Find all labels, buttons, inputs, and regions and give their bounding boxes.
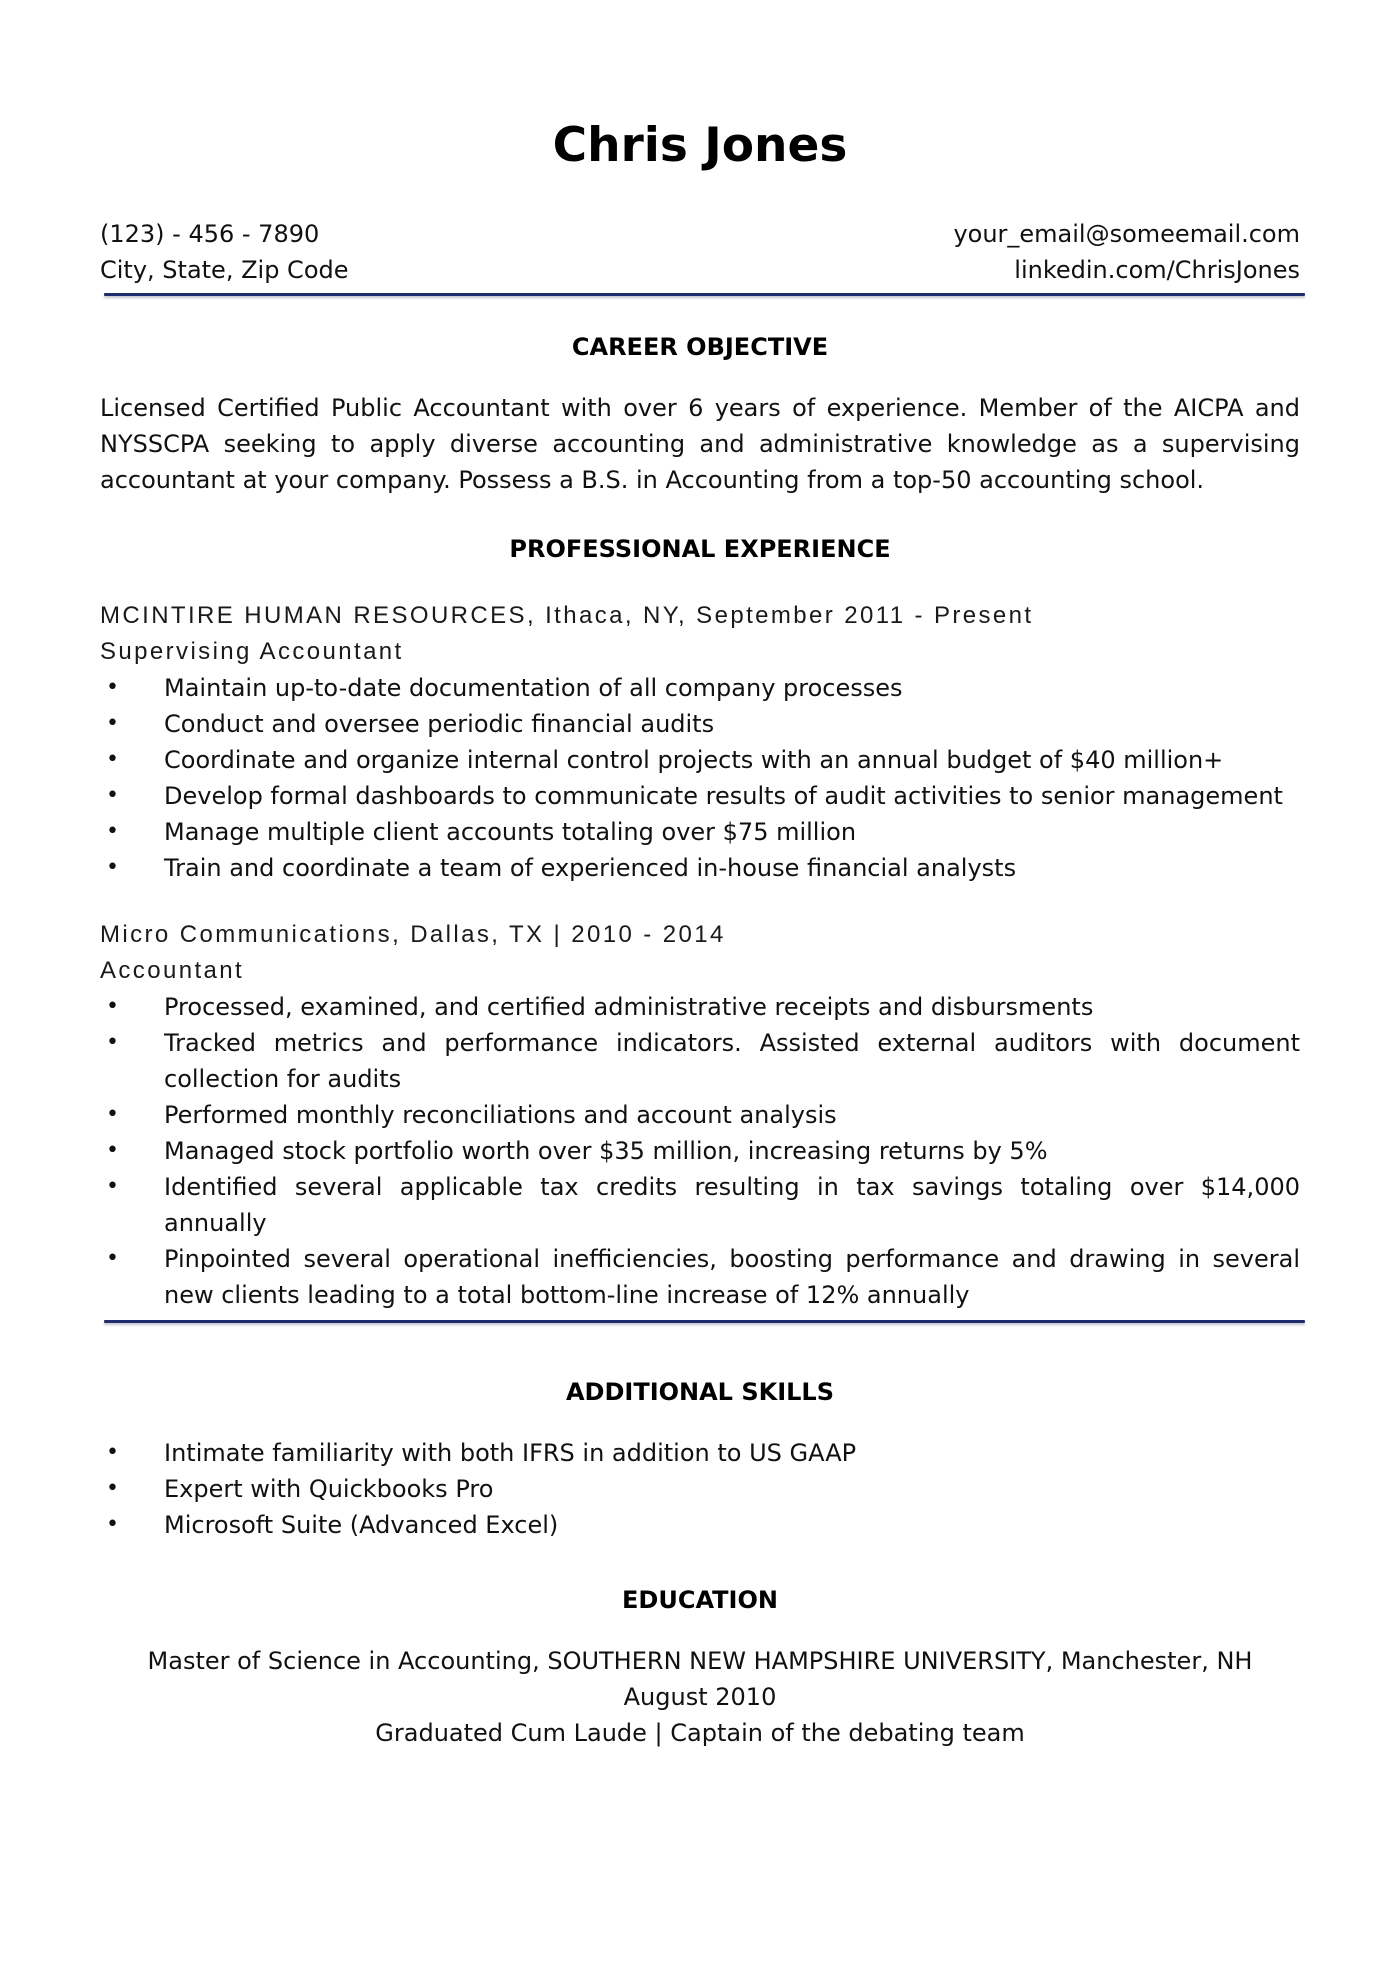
bullet-icon: •: [106, 1138, 119, 1163]
section-divider: [104, 1320, 1305, 1323]
list-item: [100, 742, 1300, 778]
bullet-text: Coordinate and organize internal control projects with an annual budget of $40 million+: [164, 746, 1224, 774]
list-item: [100, 1241, 1300, 1313]
contact-row-2: [100, 252, 1300, 288]
list-item: [100, 1471, 1300, 1507]
education-heading: EDUCATION: [622, 1586, 778, 1614]
bullet-text: Identified several applicable tax credits resulting in tax savings totaling over $14,000 annually: [164, 1173, 1300, 1237]
list-item: [100, 670, 1300, 706]
list-item: [100, 1133, 1300, 1169]
list-item: [100, 1097, 1300, 1133]
job-bullet-list: [100, 670, 1300, 886]
bullet-text: Manage multiple client accounts totaling over $75 million: [164, 818, 857, 846]
list-item: [100, 706, 1300, 742]
list-item: [100, 1169, 1300, 1241]
list-item: [100, 814, 1300, 850]
bullet-icon: •: [106, 711, 119, 736]
candidate-name: Chris Jones: [552, 118, 848, 173]
bullet-icon: •: [106, 675, 119, 700]
linkedin-url: linkedin.com/ChrisJones: [1014, 256, 1300, 284]
job-company-line: Micro Communications, Dallas, TX | 2010 - 2014: [100, 921, 726, 948]
skill-text: Intimate familiarity with both IFRS in addition to US GAAP: [164, 1439, 857, 1467]
skills-heading: ADDITIONAL SKILLS: [565, 1378, 835, 1406]
bullet-icon: •: [106, 747, 119, 772]
bullet-icon: •: [106, 1102, 119, 1127]
graduation-date: August 2010: [623, 1683, 777, 1711]
list-item: [100, 989, 1300, 1025]
bullet-text: Tracked metrics and performance indicators. Assisted external auditors with document collection for audits: [164, 1029, 1300, 1093]
phone-number: (123) - 456 - 7890: [100, 220, 320, 248]
bullet-icon: •: [106, 1440, 119, 1465]
list-item: [100, 850, 1300, 886]
bullet-text: Pinpointed several operational inefficiencies, boosting performance and drawing in several new clients leading to a total bottom-line increase of 12% annually: [164, 1245, 1300, 1309]
bullet-icon: •: [106, 783, 119, 808]
bullet-icon: •: [106, 1246, 119, 1271]
bullet-icon: •: [106, 1174, 119, 1199]
bullet-icon: •: [106, 1476, 119, 1501]
skill-text: Expert with Quickbooks Pro: [164, 1475, 494, 1503]
objective-text: Licensed Certified Public Accountant with over 6 years of experience. Member of the AICPA and NYSSCPA seeking to apply diverse accounting and administrative knowledge as a supervising accountant at your company. Possess a B.S. in Accounting from a top-50 accounting school.: [100, 394, 1300, 494]
job-entry-2: [100, 917, 1300, 1313]
email-address: your_email@someemail.com: [953, 220, 1300, 248]
skill-text: Microsoft Suite (Advanced Excel): [164, 1511, 559, 1539]
list-item: [100, 1507, 1300, 1543]
list-item: [100, 1025, 1300, 1097]
contact-row-1: [100, 216, 1300, 252]
skills-list: [100, 1435, 1300, 1543]
job-bullet-list: [100, 989, 1300, 1313]
degree-line: Master of Science in Accounting, SOUTHERN NEW HAMPSHIRE UNIVERSITY, Manchester, NH: [147, 1647, 1253, 1675]
bullet-text: Maintain up-to-date documentation of all company processes: [164, 674, 903, 702]
bullet-icon: •: [106, 1512, 119, 1537]
bullet-icon: •: [106, 1030, 119, 1055]
experience-heading: PROFESSIONAL EXPERIENCE: [509, 535, 891, 563]
bullet-text: Develop formal dashboards to communicate results of audit activities to senior management: [164, 782, 1283, 810]
skills-block: [100, 1435, 1300, 1543]
header-divider: [104, 293, 1305, 296]
bullet-icon: •: [106, 855, 119, 880]
list-item: [100, 1435, 1300, 1471]
honors-line: Graduated Cum Laude | Captain of the debating team: [375, 1719, 1025, 1747]
objective-heading: CAREER OBJECTIVE: [571, 333, 829, 361]
contact-block: [100, 216, 1300, 288]
bullet-text: Train and coordinate a team of experienced in-house financial analysts: [164, 854, 1017, 882]
bullet-text: Processed, examined, and certified administrative receipts and disbursments: [164, 993, 1094, 1021]
job-entry-1: [100, 598, 1300, 886]
bullet-text: Performed monthly reconciliations and account analysis: [164, 1101, 837, 1129]
job-title: Accountant: [100, 957, 245, 984]
list-item: [100, 778, 1300, 814]
bullet-text: Managed stock portfolio worth over $35 million, increasing returns by 5%: [164, 1137, 1048, 1165]
bullet-icon: •: [106, 994, 119, 1019]
bullet-icon: •: [106, 819, 119, 844]
bullet-text: Conduct and oversee periodic financial audits: [164, 710, 715, 738]
education-block: [0, 1643, 1400, 1751]
location: City, State, Zip Code: [100, 256, 349, 284]
job-title: Supervising Accountant: [100, 638, 404, 665]
job-company-line: MCINTIRE HUMAN RESOURCES, Ithaca, NY, September 2011 - Present: [100, 602, 1034, 629]
